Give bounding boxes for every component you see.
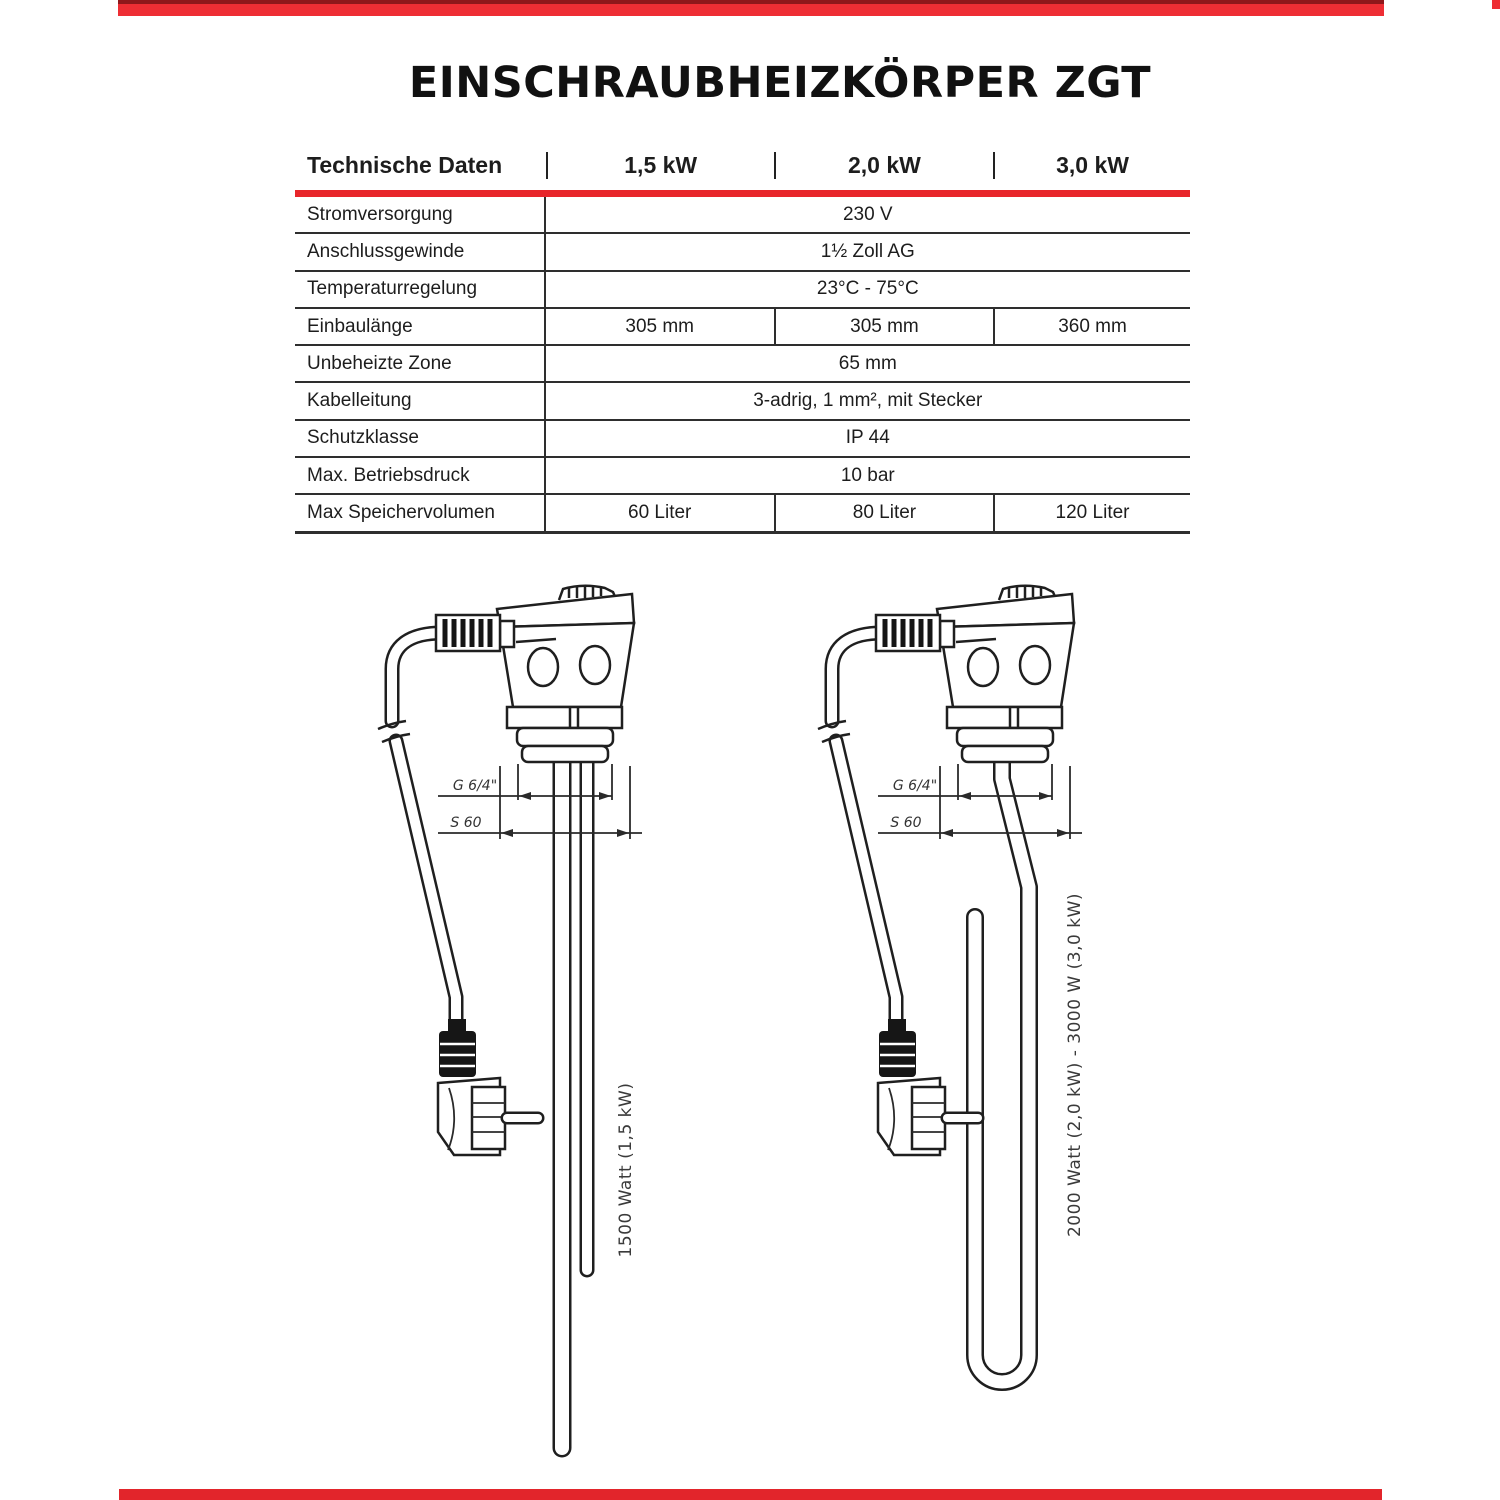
cell-value: 230 V bbox=[842, 203, 893, 225]
cell-value: 65 mm bbox=[838, 352, 897, 374]
power-rating-label: 1500 Watt (1,5 kW) bbox=[616, 1082, 636, 1258]
top-right-red-mark bbox=[1492, 0, 1500, 9]
table-row bbox=[295, 495, 1190, 533]
page-title: EINSCHRAUBHEIZKÖRPER ZGT bbox=[408, 58, 1152, 108]
wrench-dimension-label: S 60 bbox=[450, 815, 482, 831]
table-row bbox=[295, 197, 1190, 234]
row-label: Schutzklasse bbox=[295, 421, 546, 456]
cell-value: 305 mm bbox=[774, 309, 993, 344]
spec-table bbox=[295, 140, 1190, 534]
table-header-label: Technische Daten bbox=[307, 151, 503, 178]
row-label: Kabelleitung bbox=[295, 383, 546, 418]
table-header-row bbox=[295, 140, 1190, 190]
table-row bbox=[295, 272, 1190, 309]
cell-value: 80 Liter bbox=[774, 495, 993, 530]
cell-value: IP 44 bbox=[845, 427, 890, 449]
cell-value: 23°C - 75°C bbox=[816, 278, 919, 300]
row-label: Anschlussgewinde bbox=[295, 234, 546, 269]
table-header-rule bbox=[295, 190, 1190, 197]
cell-value: 360 mm bbox=[993, 309, 1190, 344]
table-row bbox=[295, 383, 1190, 420]
row-label: Einbaulänge bbox=[295, 309, 546, 344]
cell-value: 120 Liter bbox=[993, 495, 1190, 530]
left-heating-element-diagram bbox=[350, 555, 695, 1470]
table-row bbox=[295, 309, 1190, 346]
row-label: Unbeheizte Zone bbox=[295, 346, 546, 381]
thermostat-head bbox=[937, 586, 1074, 763]
table-row bbox=[295, 234, 1190, 271]
column-header-3-0kw: 3,0 kW bbox=[993, 152, 1190, 179]
cell-value: 305 mm bbox=[625, 315, 695, 337]
table-row bbox=[295, 458, 1190, 495]
cell-value: 1½ Zoll AG bbox=[820, 240, 915, 262]
power-rating-label: 2000 Watt (2,0 kW) - 3000 W (3,0 kW) bbox=[1065, 892, 1085, 1238]
top-red-bar bbox=[118, 0, 1384, 16]
row-label: Stromversorgung bbox=[295, 197, 546, 232]
cell-value: 10 bar bbox=[840, 464, 895, 486]
row-label: Temperaturregelung bbox=[295, 272, 546, 307]
row-label: Max Speichervolumen bbox=[295, 495, 546, 530]
table-row bbox=[295, 346, 1190, 383]
thread-dimension-label: G 6/4" bbox=[892, 778, 938, 794]
wrench-dimension-label: S 60 bbox=[890, 815, 922, 831]
row-label: Max. Betriebsdruck bbox=[295, 458, 546, 493]
thermostat-head bbox=[497, 586, 634, 763]
table-row bbox=[295, 421, 1190, 458]
cell-value: 3-adrig, 1 mm², mit Stecker bbox=[753, 390, 983, 412]
thread-dimension-label: G 6/4" bbox=[452, 778, 498, 794]
cell-value: 60 Liter bbox=[628, 502, 692, 524]
right-heating-element-diagram bbox=[790, 555, 1135, 1470]
column-header-2-0kw: 2,0 kW bbox=[774, 152, 993, 179]
bottom-red-bar bbox=[119, 1489, 1382, 1500]
column-header-1-5kw: 1,5 kW bbox=[546, 152, 774, 179]
